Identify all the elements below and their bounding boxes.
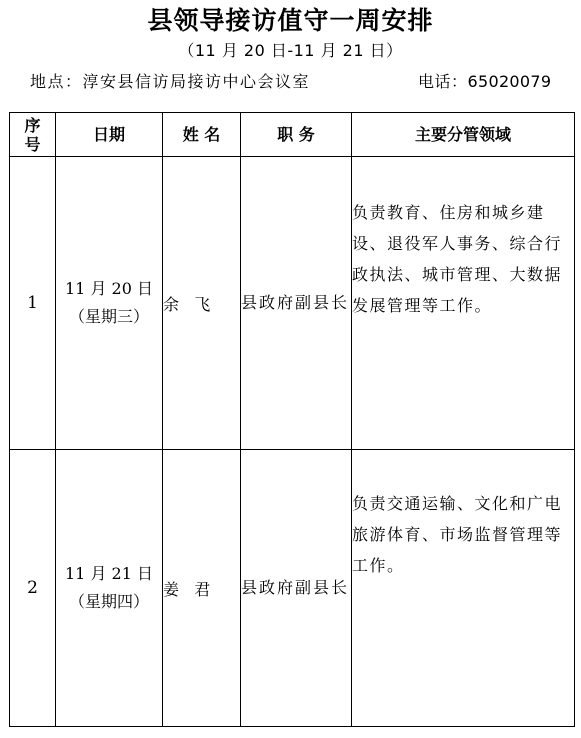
row-date xyxy=(56,157,163,450)
column-header-name: 姓 名 xyxy=(163,113,241,157)
row-date xyxy=(56,450,163,727)
row-date-day: 11 月 20 日 xyxy=(65,279,153,298)
row-name: 余 飞 xyxy=(163,157,241,450)
info-line xyxy=(0,69,581,95)
row-date-weekday: （星期三） xyxy=(68,307,149,326)
row-duties-text: 负责教育、住房和城乡建设、退役军人事务、综合行政执法、城市管理、大数据发展管理等工作。 xyxy=(352,203,563,315)
table-row xyxy=(10,450,575,727)
row-date-day: 11 月 21 日 xyxy=(65,564,153,583)
row-duties-text: 负责交通运输、文化和广电旅游体育、市场监督管理等工作。 xyxy=(352,494,563,575)
row-duties xyxy=(352,157,575,450)
page-title: 县领导接访值守一周安排 xyxy=(147,6,434,35)
row-number: 1 xyxy=(10,157,56,450)
table-header-row xyxy=(10,113,575,157)
row-position: 县政府副县长 xyxy=(241,157,352,450)
table-row xyxy=(10,157,575,450)
date-range: （11 月 20 日-11 月 21 日） xyxy=(178,41,403,60)
row-duties xyxy=(352,450,575,727)
phone-text xyxy=(418,69,551,95)
column-header-date: 日期 xyxy=(56,113,163,157)
column-header-no: 序号 xyxy=(10,113,56,157)
row-position: 县政府副县长 xyxy=(241,450,352,727)
location-text: 地点：淳安县信访局接访中心会议室 xyxy=(30,72,311,91)
phone-number: 65020079 xyxy=(467,72,552,91)
row-date-weekday: （星期四） xyxy=(68,592,149,611)
row-number: 2 xyxy=(10,450,56,727)
column-header-duties: 主要分管领域 xyxy=(352,113,575,157)
column-header-position: 职 务 xyxy=(241,113,352,157)
phone-label: 电话： xyxy=(418,72,468,91)
row-name: 姜 君 xyxy=(163,450,241,727)
schedule-table xyxy=(9,112,575,727)
